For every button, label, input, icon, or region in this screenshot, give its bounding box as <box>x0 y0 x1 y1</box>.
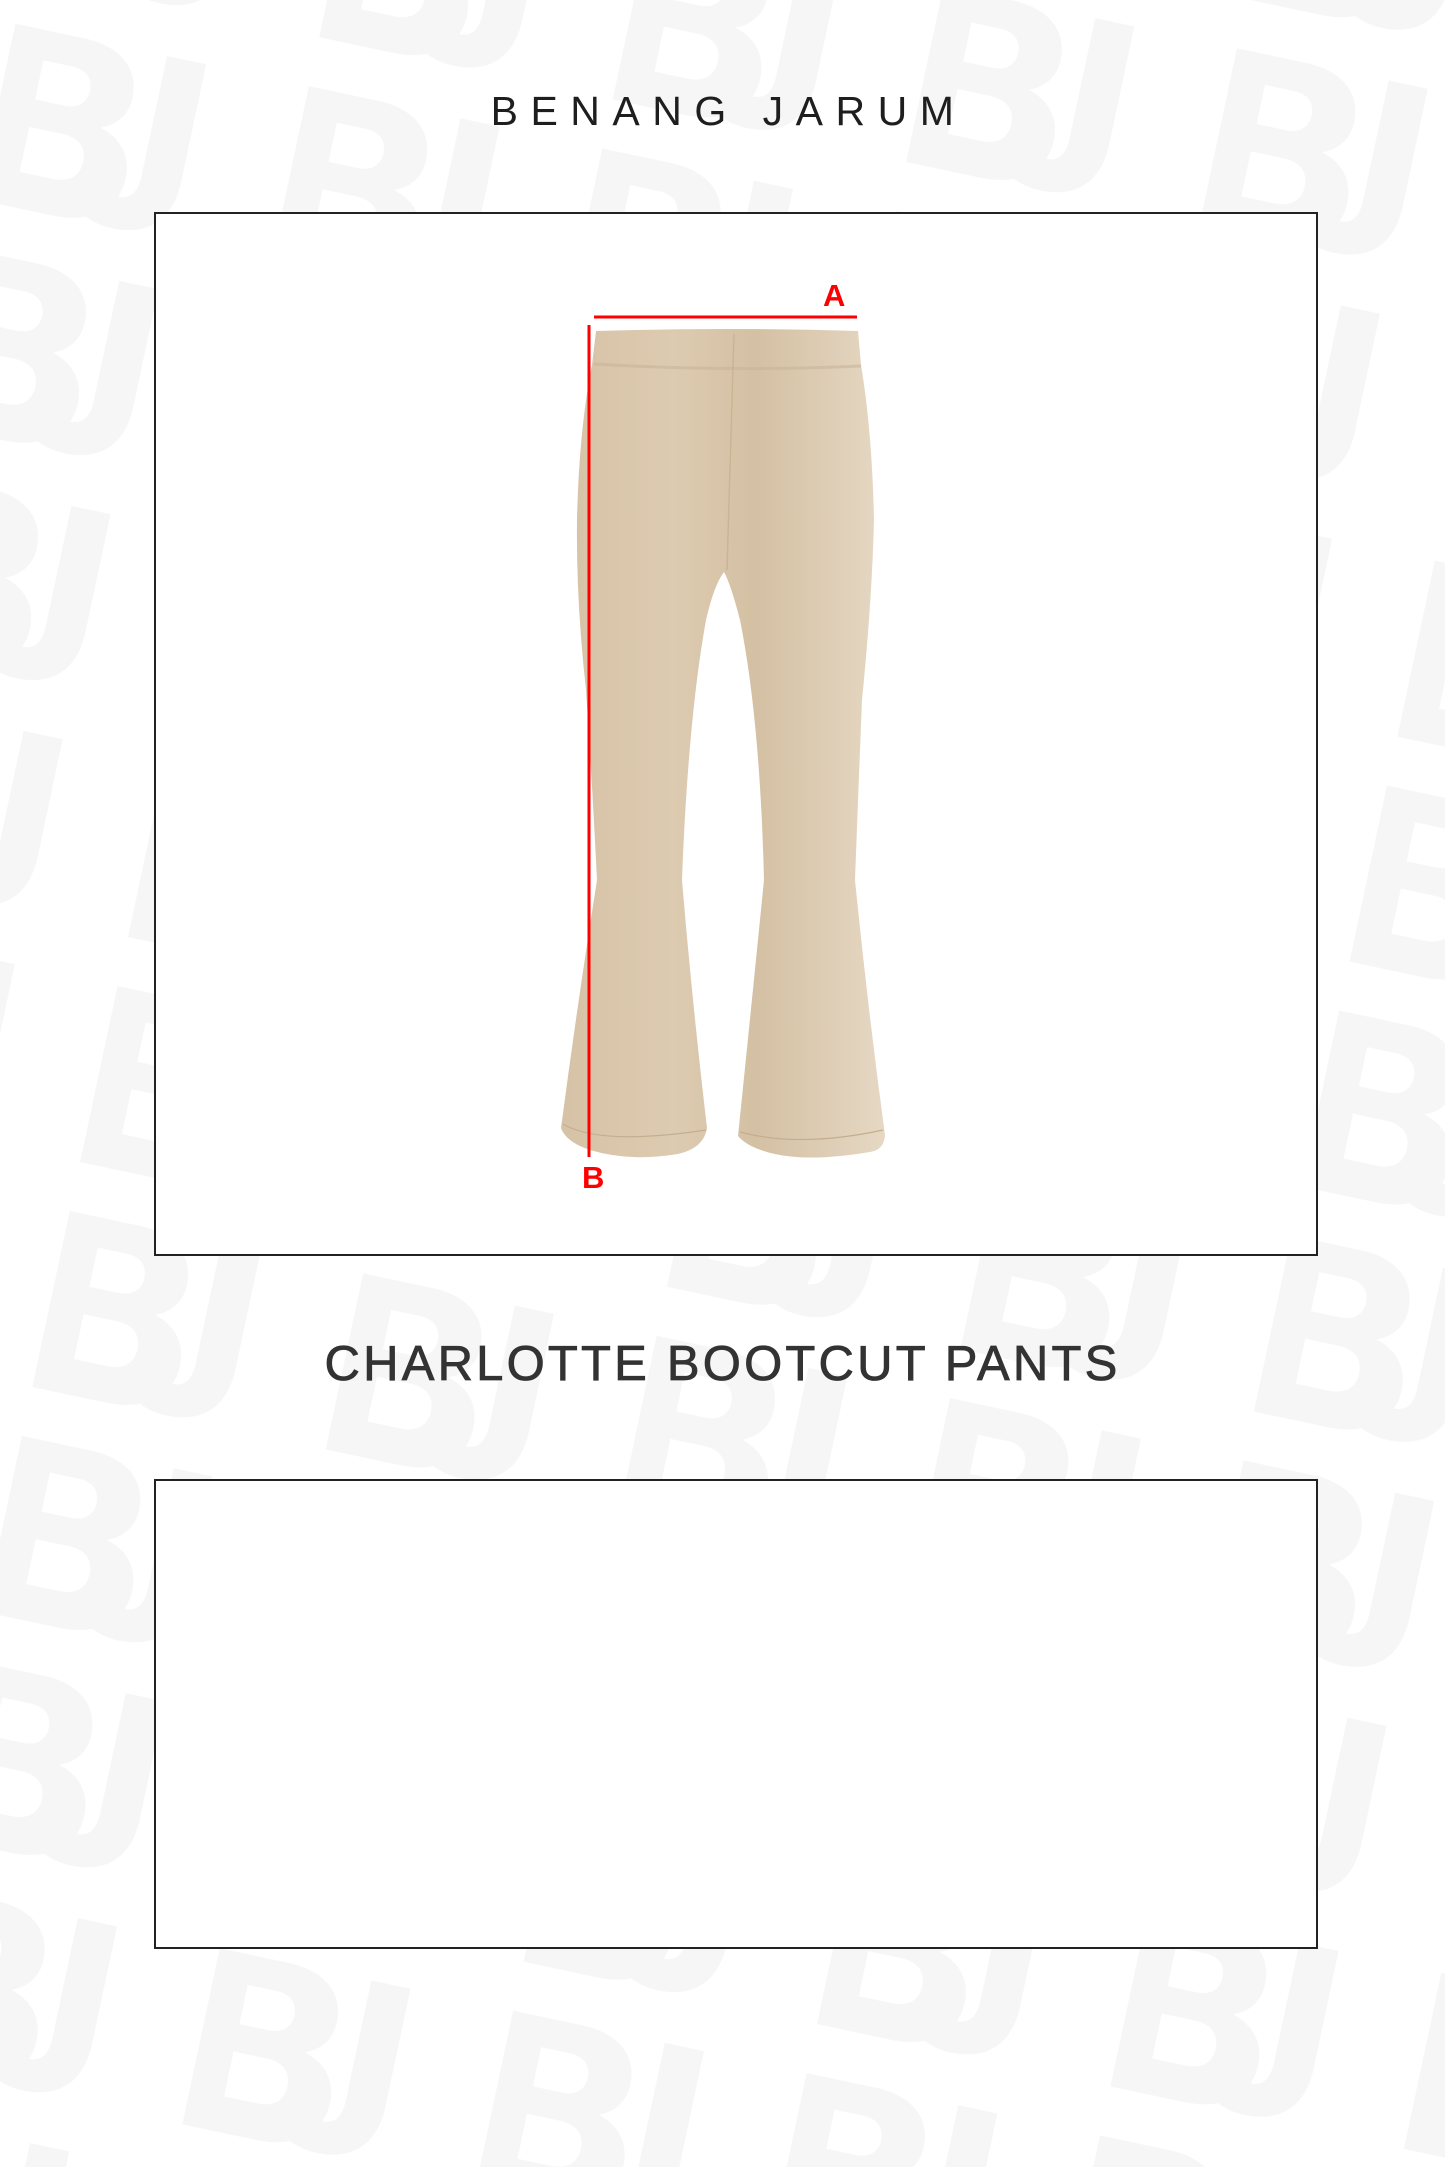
size-chart-table <box>154 1479 1318 1949</box>
measure-label-b: B <box>582 1160 605 1195</box>
product-title: CHARLOTTE BOOTCUT PANTS <box>324 1337 1121 1391</box>
brand-name: BENANG JARUM <box>490 88 967 134</box>
product-image-frame <box>154 212 1318 1256</box>
measure-label-a: A <box>823 278 846 313</box>
